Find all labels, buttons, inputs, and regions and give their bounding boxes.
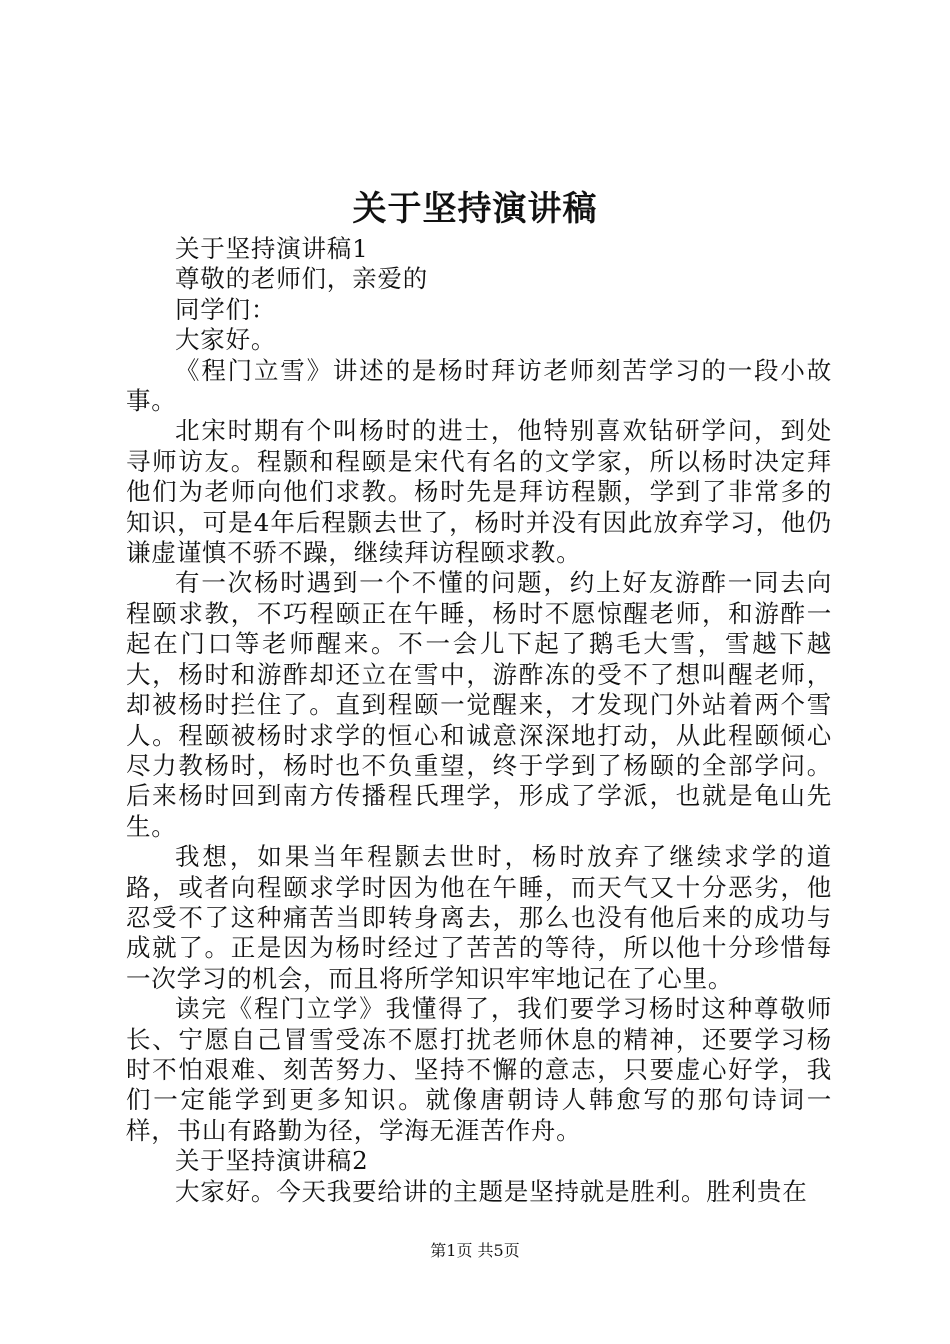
page-footer: 第1页 共5页: [430, 1241, 520, 1260]
section-heading-1: 关于坚持演讲稿1: [175, 234, 369, 263]
paragraph: 读完《程门立学》我懂得了，我们要学习杨时这种尊敬师长、宁愿自己冒雪受冻不愿打扰老师休息的精神，还要学习杨时不怕艰难、刻苦努力、坚持不懈的意志，只要虚心好学，我们一定能学到更多知识。就像唐朝诗人韩愈写的那句诗词一样，书山有路勤为径，学海无涯苦作舟。: [126, 994, 832, 1145]
paragraph: 我想，如果当年程颢去世时，杨时放弃了继续求学的道路，或者向程颐求学时因为他在午睡，而天气又十分恶劣，他忍受不了这种痛苦当即转身离去，那么也没有他后来的成功与成就了。正是因为杨时经过了苦苦的等待，所以他十分珍惜每一次学习的机会，而且将所学知识牢牢地记在了心里。: [126, 842, 832, 993]
salutation-line-1: 尊敬的老师们，亲爱的: [175, 264, 428, 294]
section-heading-2: 关于坚持演讲稿2: [175, 1146, 369, 1176]
document-body: [126, 234, 832, 1207]
paragraph: 大家好。今天我要给讲的主题是坚持就是胜利。胜利贵在: [175, 1176, 808, 1206]
greeting: 大家好。: [175, 325, 277, 355]
paragraph: 有一次杨时遇到一个不懂的问题，约上好友游酢一同去向程颐求教，不巧程颐正在午睡，杨时不愿惊醒老师，和游酢一起在门口等老师醒来。不一会儿下起了鹅毛大雪，雪越下越大，杨时和游酢却还立在雪中，游酢冻的受不了想叫醒老师，却被杨时拦住了。直到程颐一觉醒来，才发现门外站着两个雪人。程颐被杨时求学的恒心和诚意深深地打动，从此程颐倾心尽力教杨时，杨时也不负重望，终于学到了杨颐的全部学问。后来杨时回到南方传播程氏理学，形成了学派，也就是龟山先生。: [126, 568, 832, 841]
paragraph: 《程门立雪》讲述的是杨时拜访老师刻苦学习的一段小故事。: [126, 355, 832, 416]
document-title: 关于坚持演讲稿: [352, 189, 598, 229]
salutation-line-2: 同学们：: [175, 294, 277, 324]
paragraph: 北宋时期有个叫杨时的进士，他特别喜欢钻研学问，到处寻师访友。程颢和程颐是宋代有名的文学家，所以杨时决定拜他们为老师向他们求教。杨时先是拜访程颢，学到了非常多的知识，可是4年后程颢去世了，杨时并没有因此放弃学习，他仍谦虚谨慎不骄不躁，继续拜访程颐求教。: [126, 416, 832, 568]
